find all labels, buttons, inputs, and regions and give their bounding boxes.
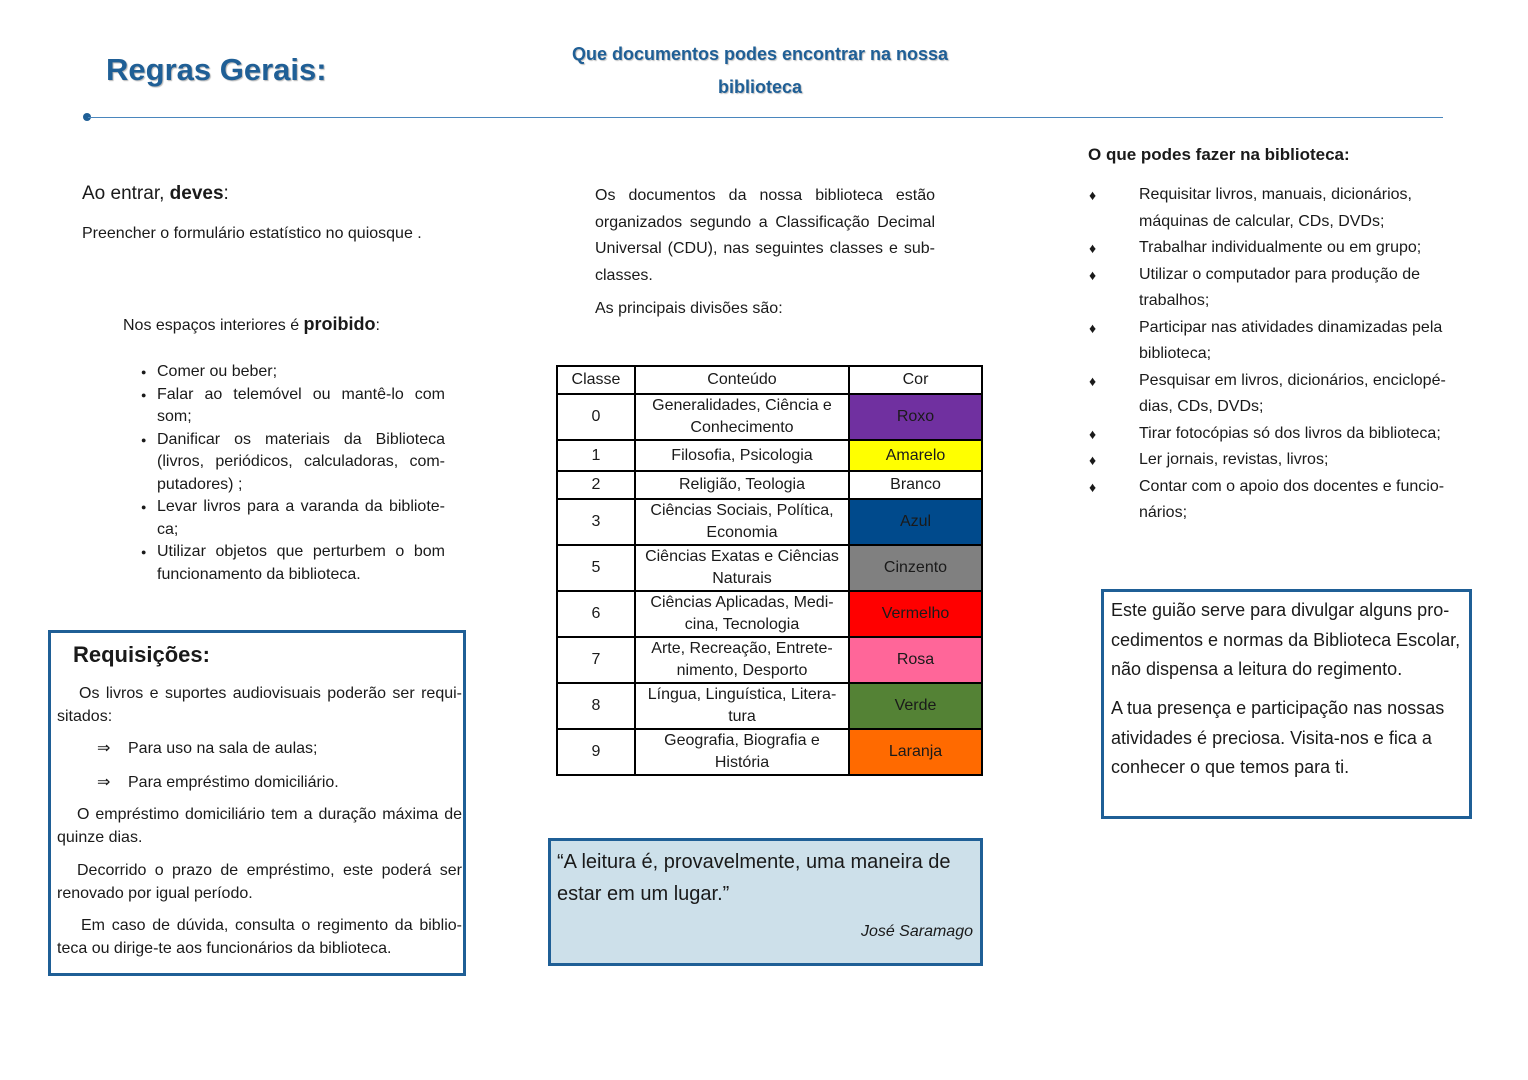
- classe-cell: 7: [557, 637, 635, 683]
- entrar-heading: [82, 183, 229, 205]
- quote-author: José Saramago: [860, 923, 973, 940]
- proibido-tail: :: [375, 317, 380, 334]
- classe-cell: 1: [557, 440, 635, 471]
- section-title-line2: biblioteca: [717, 77, 802, 97]
- column-header: Classe: [557, 366, 635, 394]
- option-label: Para empréstimo domiciliário.: [128, 774, 339, 791]
- table-row: [557, 637, 982, 683]
- guia-paragraph: A tua presença e participação nas nossas atividades é preciosa. Visita-nos e fica a conhecer o que temos para ti.: [1111, 698, 1445, 777]
- proibido-bold: proibido: [303, 314, 376, 334]
- table-row: [557, 471, 982, 499]
- cor-cell: Branco: [849, 471, 982, 499]
- list-item: ♦ Tirar fotocópias só dos livros da biblioteca;: [1139, 421, 1464, 448]
- arrow-right-icon: ⇒: [97, 774, 111, 791]
- conteudo-cell: Filosofia, Psicologia: [635, 440, 849, 471]
- classe-cell: 8: [557, 683, 635, 729]
- list-item: ♦ Trabalhar individualmente ou em grupo;: [1139, 235, 1464, 262]
- list-item: ♦ Ler jornais, revistas, livros;: [1139, 447, 1464, 474]
- header-divider: [88, 117, 1443, 118]
- column-header: Cor: [849, 366, 982, 394]
- conteudo-cell: Geografia, Biografia e História: [635, 729, 849, 775]
- cdu-divisions-label: As principais divisões são:: [595, 300, 783, 317]
- entrar-tail: :: [223, 183, 229, 204]
- cor-cell: Laranja: [849, 729, 982, 775]
- page-title: Regras Gerais:: [106, 52, 327, 87]
- requisicoes-option: [97, 738, 317, 758]
- conteudo-cell: Arte, Recreação, Entrete-nimento, Desporto: [635, 637, 849, 683]
- classe-cell: 5: [557, 545, 635, 591]
- section-title-line1: Que documentos podes encontrar na nossa: [571, 44, 949, 64]
- table-row: [557, 545, 982, 591]
- arrow-right-icon: ⇒: [97, 740, 111, 757]
- requisicoes-paragraph: O empréstimo domiciliário tem a duração máxima de quinze dias.: [57, 806, 462, 846]
- proibido-heading: [123, 314, 380, 335]
- list-item: ♦ Requisitar livros, manuais, dicionários, máquinas de calcular, CDs, DVDs;: [1139, 182, 1464, 235]
- pode-heading: O que podes fazer na biblioteca:: [1088, 145, 1350, 164]
- conteudo-cell: Língua, Linguística, Litera-tura: [635, 683, 849, 729]
- classe-cell: 9: [557, 729, 635, 775]
- table-row: [557, 683, 982, 729]
- table-row: [557, 394, 982, 440]
- proibido-lead: Nos espaços interiores é: [123, 317, 304, 334]
- list-item: ● Falar ao telemóvel ou mantê-lo com som;: [157, 384, 445, 429]
- table-row: [557, 591, 982, 637]
- pode-list: [1139, 182, 1464, 527]
- entrar-bold: deves: [169, 183, 224, 204]
- table-row: [557, 499, 982, 545]
- quote-text: “A leitura é, provavelmente, uma maneira de estar em um lugar.”: [557, 851, 951, 905]
- list-item: ● Danificar os materiais da Biblioteca (livros, periódicos, calculadoras, com-putadores) ;: [157, 429, 445, 497]
- cor-cell: Vermelho: [849, 591, 982, 637]
- requisicoes-intro: Os livros e suportes audiovisuais poderão ser requi-sitados:: [57, 685, 462, 725]
- cor-cell: Amarelo: [849, 440, 982, 471]
- list-item: ♦ Pesquisar em livros, dicionários, enciclopé-dias, CDs, DVDs;: [1139, 368, 1464, 421]
- table-header-row: [557, 366, 982, 394]
- requisicoes-title: Requisições:: [73, 642, 210, 667]
- classe-cell: 0: [557, 394, 635, 440]
- conteudo-cell: Religião, Teologia: [635, 471, 849, 499]
- proibido-list: [157, 361, 445, 586]
- requisicoes-option: [97, 772, 339, 792]
- cor-cell: Cinzento: [849, 545, 982, 591]
- conteudo-cell: Ciências Sociais, Política, Economia: [635, 499, 849, 545]
- classe-cell: 2: [557, 471, 635, 499]
- list-item: ♦ Contar com o apoio dos docentes e funcio-nários;: [1139, 474, 1464, 527]
- table-row: [557, 729, 982, 775]
- requisicoes-paragraph: Em caso de dúvida, consulta o regimento da biblio-teca ou dirige-te aos funcionários da biblioteca.: [57, 917, 462, 957]
- guia-paragraph: Este guião serve para divulgar alguns pro-cedimentos e normas da Biblioteca Escolar, não dispensa a leitura do regimento.: [1111, 600, 1461, 679]
- list-item: ● Utilizar objetos que perturbem o bom funcionamento da biblioteca.: [157, 541, 445, 586]
- cor-cell: Azul: [849, 499, 982, 545]
- list-item: ♦ Utilizar o computador para produção de trabalhos;: [1139, 262, 1464, 315]
- cdu-table: [556, 365, 983, 776]
- conteudo-cell: Generalidades, Ciência e Conhecimento: [635, 394, 849, 440]
- section-title-documents: [540, 38, 980, 104]
- entrar-lead: Ao entrar,: [82, 183, 170, 204]
- classe-cell: 6: [557, 591, 635, 637]
- requisicoes-paragraph: Decorrido o prazo de empréstimo, este poderá ser renovado por igual período.: [57, 862, 462, 902]
- table-row: [557, 440, 982, 471]
- column-header: Conteúdo: [635, 366, 849, 394]
- conteudo-cell: Ciências Aplicadas, Medi-cina, Tecnologia: [635, 591, 849, 637]
- entrar-text: Preencher o formulário estatístico no quiosque .: [82, 225, 422, 242]
- cor-cell: Rosa: [849, 637, 982, 683]
- cdu-table-body: [557, 394, 982, 775]
- classe-cell: 3: [557, 499, 635, 545]
- option-label: Para uso na sala de aulas;: [128, 740, 318, 757]
- list-item: ♦ Participar nas atividades dinamizadas pela biblioteca;: [1139, 315, 1464, 368]
- list-item: ● Levar livros para a varanda da bibliote-ca;: [157, 496, 445, 541]
- list-item: ● Comer ou beber;: [157, 361, 445, 384]
- cor-cell: Roxo: [849, 394, 982, 440]
- cor-cell: Verde: [849, 683, 982, 729]
- cdu-description: Os documentos da nossa biblioteca estão organizados segundo a Classificação Decimal Universal (CDU), nas seguintes classes e sub-classes.: [595, 187, 935, 284]
- conteudo-cell: Ciências Exatas e Ciências Naturais: [635, 545, 849, 591]
